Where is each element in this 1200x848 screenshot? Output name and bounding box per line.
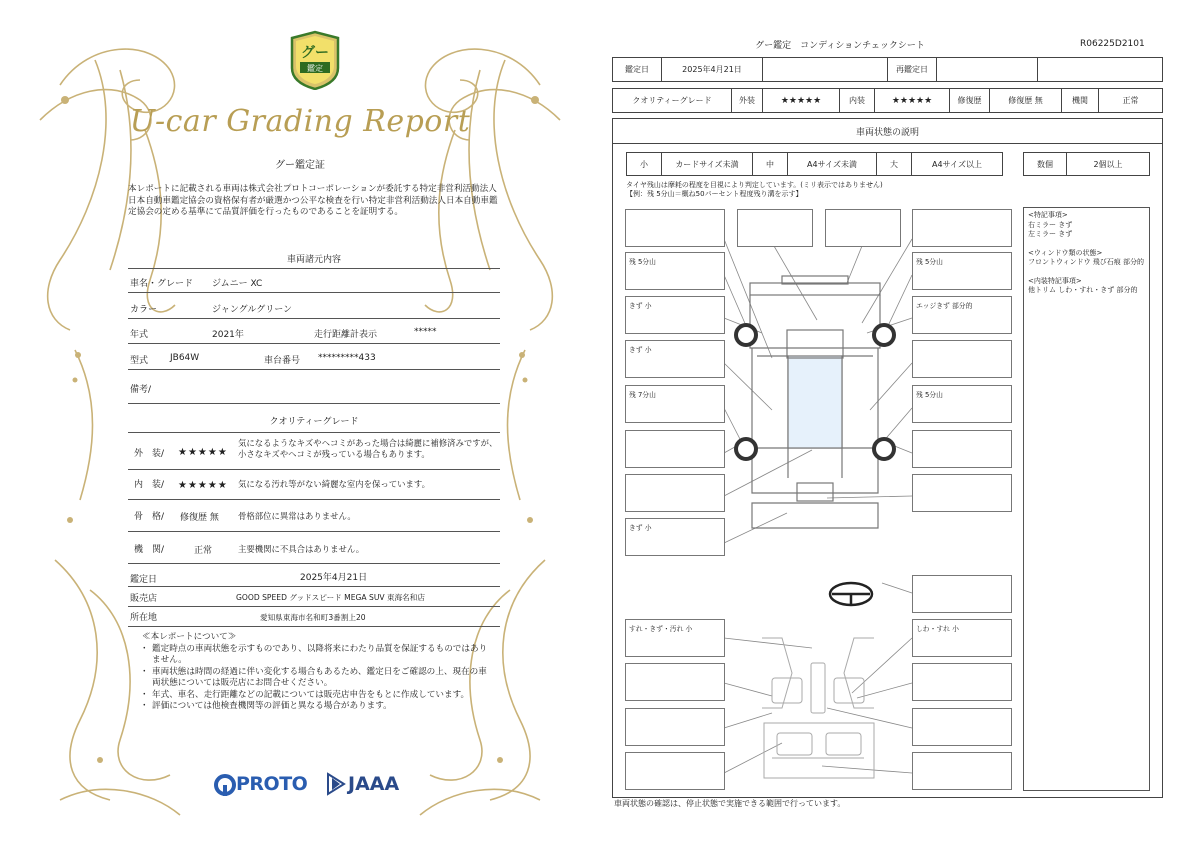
repair-label-cell: 修復歴 [949,88,990,113]
goo-appraisal-badge [288,30,342,90]
ext-label-cell: 外装 [731,88,763,113]
condition-box: すれ・きず・汚れ 小 [625,619,725,657]
spec-chassis-label: 車台番号 [264,356,301,366]
jaaa-logo-text: JAAA [348,773,400,795]
condition-box: 残 5分山 [625,252,725,290]
legend-large-desc: A4サイズ以上 [911,152,1003,176]
sheet-id: R06225D2101 [1080,39,1145,49]
spec-row-year [128,321,500,344]
grade-exterior-label: 外 装/ [134,449,165,459]
spec-mileage-label: 走行距離計表示 [314,330,378,340]
condition-box [912,663,1012,701]
jaaa-logo-icon [326,772,346,796]
certificate-text: 本レポートに記載される車両は株式会社プロトコーポレーションが委託する特定非営利活動法人日本自動車鑑定協会の資格保有者が厳選かつ公平な検査を行い特定非営利活動法人日本自動車鑑定協会の定める基準にて品質評価を行ったものであることを証明する。 [128,184,498,217]
report-notes [140,632,490,713]
shop-label: 販売店 [130,594,158,604]
grade-frame-label: 骨 格/ [134,512,165,522]
svg-text:鑑定: 鑑定 [307,64,323,73]
specs-top-rule [128,268,500,269]
interior-item: 他トリム しわ・すれ・きず 部分的 [1028,286,1138,294]
legend-small: 小 [626,152,662,176]
spec-model-value: JB64W [170,353,200,363]
grade-row-frame [128,500,500,532]
reappraisal-value-cell [936,57,1038,82]
spec-year-value: 2021年 [212,330,244,340]
sheet-footer: 車両状態の確認は、停止状態で実施できる範囲で行っています。 [614,799,846,808]
grade-interior-stars: ★★★★★ [178,480,228,491]
spec-row-model [128,347,500,370]
notes-title: ≪本レポートについて≫ [142,632,237,642]
appraisal-date-value: 2025年4月21日 [300,573,368,583]
spec-name-value: ジムニー XC [212,279,263,289]
appraisal-date-row [128,566,500,587]
tire-note-2: 【例：残 5分山＝概ね50パーセント程度残り溝を示す】 [626,190,803,198]
grade-engine-label: 機 関/ [134,545,165,555]
grade-exterior-text: 気になるようなキズやヘコミがあった場合は綺麗に補修済みですが、小さなキズやヘコミが残っている場合もあります。 [238,438,498,459]
condition-box [912,340,1012,378]
legend-medium: 中 [752,152,788,176]
svg-text:グー: グー [301,45,329,61]
window-item: フロントウィンドウ 飛び石痕 部分的 [1028,258,1145,266]
spec-name-label: 車名・グレード [130,279,194,289]
appraisal-date-label: 鑑定日 [130,575,158,585]
date-value-cell: 2025年4月21日 [661,57,763,82]
condition-box: きず 小 [625,296,725,334]
condition-box [625,209,725,247]
spec-chassis-value: *********433 [318,353,376,363]
spec-year-label: 年式 [130,330,149,340]
condition-box: 残 7分山 [625,385,725,423]
condition-box [625,663,725,701]
condition-box: 残 5分山 [912,385,1012,423]
sheet-title: グー鑑定 コンディションチェックシート [755,41,925,51]
engine-value-cell: 正常 [1098,88,1163,113]
grade-engine-value: 正常 [194,546,213,556]
legend-medium-desc: A4サイズ未満 [787,152,877,176]
shop-value: GOOD SPEED グッドスピード MEGA SUV 東海名和店 [236,593,425,602]
condition-box [625,752,725,790]
window-title: <ウィンドウ類の状態> [1028,248,1103,257]
date-label-cell: 鑑定日 [612,57,662,82]
shop-row [128,587,500,607]
special-notes-panel [1023,207,1150,791]
proto-logo-text: PROTO [236,773,308,795]
condition-box [625,430,725,468]
condition-box [625,708,725,746]
condition-box [912,474,1012,512]
note-item: ・ 評価については他検査機関等の評価と異なる場合があります。 [140,701,490,713]
repair-value-cell: 修復歴 無 [989,88,1062,113]
int-stars-cell: ★★★★★ [874,88,950,113]
special-title: <特記事項> [1028,211,1068,219]
grade-label-cell: クオリティーグレード [612,88,732,113]
spec-color-value: ジャングルグリーン [212,305,293,315]
condition-box: きず 小 [625,518,725,556]
special-item: 右ミラー きず [1028,220,1073,229]
condition-box [737,209,813,247]
quality-top-rule [128,432,500,433]
grade-frame-text: 骨格部位に異常はありません。 [238,511,356,521]
tire-note-1: タイヤ残山は摩耗の程度を目視により判定しています。(ミリ表示ではありません) [626,181,883,189]
grade-frame-value: 修復歴 無 [180,513,219,523]
condition-box [625,474,725,512]
report-title: U-car Grading Report [129,104,471,139]
quality-title: クオリティーグレード [269,417,359,427]
ext-stars-cell: ★★★★★ [762,88,840,113]
grade-row-exterior [128,434,500,470]
condition-box [912,575,1012,613]
condition-box: しわ・すれ 小 [912,619,1012,657]
condition-box [912,430,1012,468]
engine-label-cell: 機関 [1061,88,1099,113]
special-item: 左ミラー きず [1028,230,1073,238]
grade-engine-text: 主要機関に不具合はありません。 [238,544,365,554]
spec-mileage-value: ***** [414,327,437,337]
spec-row-name [128,270,500,293]
footer-logos [214,772,414,798]
legend-large: 大 [876,152,912,176]
condition-box: 残 5分山 [912,252,1012,290]
note-item: ・ 鑑定時点の車両状態を示すものであり、以降将来にわたり品質を保証するものではありません。 [140,644,490,667]
address-row [128,607,500,627]
int-label-cell: 内装 [839,88,875,113]
spec-color-label: カラー [130,305,158,315]
condition-box: きず 小 [625,340,725,378]
spec-remarks-label: 備考/ [130,385,152,395]
note-item: ・ 年式、車名、走行距離などの記載については販売店申告をもとに作成しています。 [140,690,490,702]
condition-box: エッジきず 部分的 [912,296,1012,334]
legend-count: 数個 [1023,152,1067,176]
spec-row-remarks [128,376,500,404]
spec-model-label: 型式 [130,356,149,366]
reappraisal-blank-cell [1037,57,1163,82]
certificate-title: グー鑑定証 [275,160,325,171]
condition-box [825,209,901,247]
interior-title: <内装特記事項> [1028,276,1082,285]
legend-small-desc: カードサイズ未満 [661,152,753,176]
grade-exterior-stars: ★★★★★ [178,447,228,458]
address-label: 所在地 [130,613,158,623]
grade-interior-label: 内 装/ [134,480,165,490]
reappraisal-label-cell: 再鑑定日 [887,57,937,82]
address-value: 愛知県東海市名和町3番割上20 [260,613,366,622]
grade-row-engine [128,532,500,564]
note-item: ・ 車両状態は時間の経過に伴い変化する場合もあるため、鑑定日をご確認の上、現在の車両状態については販売店にお問合せください。 [140,667,490,690]
legend-count-desc: 2個以上 [1066,152,1150,176]
condition-box [912,752,1012,790]
special-notes-content [1028,211,1144,296]
section-title: 車両状態の説明 [613,119,1162,144]
condition-box [912,209,1012,247]
specs-title: 車両諸元内容 [286,255,341,265]
grade-interior-text: 気になる汚れ等がない綺麗な室内を保っています。 [238,479,430,489]
grade-row-interior [128,470,500,500]
condition-box [912,708,1012,746]
spec-row-color [128,296,500,319]
proto-logo-icon [214,774,236,796]
date-blank-cell [762,57,888,82]
